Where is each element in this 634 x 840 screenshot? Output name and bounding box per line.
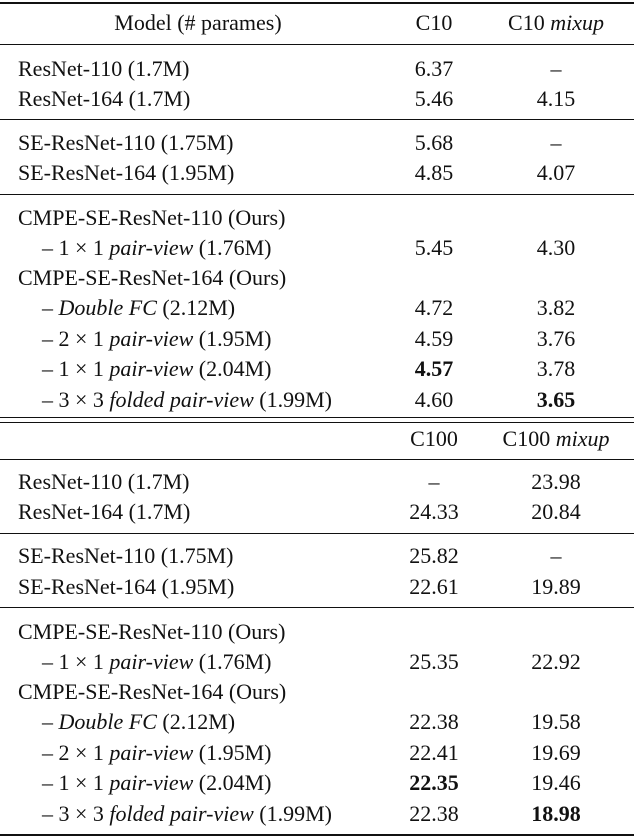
bottom-rule xyxy=(0,834,634,836)
table-row: – 3 × 3 folded pair-view (1.99M) 22.38 18.98 xyxy=(42,801,581,826)
table-row: – 1 × 1 pair-view (1.76M) 25.35 22.92 xyxy=(42,649,581,674)
table-row: – 2 × 1 pair-view (1.95M) 4.59 3.76 xyxy=(42,326,576,351)
table-row: CMPE-SE-ResNet-164 (Ours) xyxy=(18,265,287,290)
table-row: – 1 × 1 pair-view (2.04M) 22.35 19.46 xyxy=(42,770,581,795)
header-row xyxy=(0,8,634,38)
header-c10: C10 xyxy=(415,10,453,35)
table-row: – Double FC (2.12M) 4.72 3.82 xyxy=(42,295,576,320)
header-model: Model (# parames) xyxy=(114,10,282,35)
table-row: CMPE-SE-ResNet-164 (Ours) xyxy=(18,679,287,704)
table-row: SE-ResNet-110 (1.75M) 5.68 – xyxy=(18,130,562,155)
header-c100-mixup: C100 mixup xyxy=(502,426,610,451)
group-rule xyxy=(0,194,634,195)
table-row: – 1 × 1 pair-view (2.04M) 4.57 3.78 xyxy=(42,356,576,381)
header-row-c100 xyxy=(0,424,634,454)
header-rule xyxy=(0,459,634,460)
table-row: SE-ResNet-110 (1.75M) 25.82 – xyxy=(18,543,562,568)
table-row: ResNet-110 (1.7M) 6.37 – xyxy=(18,56,562,81)
table-row: – 2 × 1 pair-view (1.95M) 22.41 19.69 xyxy=(42,740,581,765)
table-row: SE-ResNet-164 (1.95M) 22.61 19.89 xyxy=(18,574,581,599)
group-rule xyxy=(0,533,634,534)
header-c100: C100 xyxy=(410,426,458,451)
header-c10-mixup: C10 mixup xyxy=(508,10,604,35)
header-rule xyxy=(0,44,634,45)
table-row: ResNet-164 (1.7M) 5.46 4.15 xyxy=(18,86,576,111)
group-rule xyxy=(0,607,634,608)
double-rule-b xyxy=(0,422,634,423)
table-row: ResNet-110 (1.7M) – 23.98 xyxy=(18,469,581,494)
top-rule xyxy=(0,2,634,4)
group-rule xyxy=(0,119,634,120)
table-row: ResNet-164 (1.7M) 24.33 20.84 xyxy=(18,499,581,524)
table-row: CMPE-SE-ResNet-110 (Ours) xyxy=(18,619,286,644)
table-row: – 1 × 1 pair-view (1.76M) 5.45 4.30 xyxy=(42,235,576,260)
table-row: – Double FC (2.12M) 22.38 19.58 xyxy=(42,709,581,734)
table-row: CMPE-SE-ResNet-110 (Ours) xyxy=(18,205,286,230)
table-row: – 3 × 3 folded pair-view (1.99M) 4.60 3.65 xyxy=(42,387,576,412)
double-rule-a xyxy=(0,417,634,418)
table-row: SE-ResNet-164 (1.95M) 4.85 4.07 xyxy=(18,160,576,185)
